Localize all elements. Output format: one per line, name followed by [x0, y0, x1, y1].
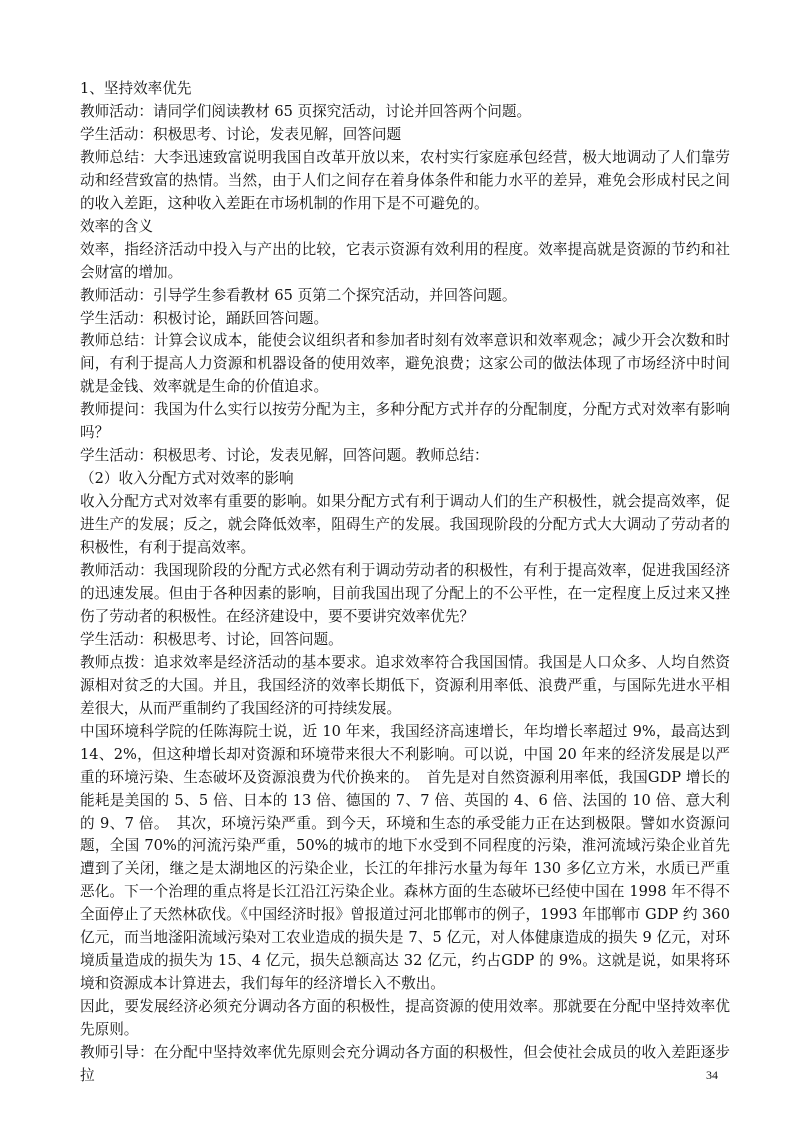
- student-activity: 学生活动：积极思考、讨论，回答问题。: [80, 630, 343, 648]
- conclusion-paragraph: 因此，要发展经济必须充分调动各方面的积极性，提高资源的使用效率。那就要在分配中坚持效率优先原则。: [80, 998, 730, 1039]
- subheading-efficiency-meaning: 效率的含义: [80, 217, 153, 235]
- teacher-guidance: 教师点拨：追求效率是经济活动的基本要求。追求效率符合我国国情。我国是人口众多、人均自然资源相对贫乏的大国。并且，我国经济的效率长期低下，资源利用率低、浪费严重，与国际先进水平相差很大，从而严重制约了我国经济的可持续发展。: [80, 653, 730, 717]
- environment-case-paragraph: 中国环境科学院的任陈海院士说，近 10 年来，我国经济高速增长，年均增长率超过 9%，最高达到 14、2%，但这种增长却对资源和环境带来很大不利影响。可以说，中国 20 年来的经济发展是以严重的环境污染、生态破坏及资源浪费为代价换来的。 首先是对自然资源利用率低，我国GDP 增长的能耗是美国的 5、5 倍、日本的 13 倍、德国的 7、7 倍、英国的 4、6 倍、法国的 10 倍、意大利的 9、7 倍。 其次，环境污染严重。到今天，环境和生态的承受能力正在达到极限。譬如水资源问题，全国 70%的河流污染严重，50%的城市的地下水受到不同程度的污染，淮河流域污染企业首先遭到了关闭，继之是太湖地区的污染企业，长江的年排污水量为每年 130 多亿立方米，水质已严重恶化。下一个治理的重点将是长江沿江污染企业。森林方面的生态破坏已经使中国在 1998 年不得不全面停止了天然林砍伐。《中国经济时报》曾报道过河北邯郸市的例子，1993 年邯郸市 GDP 约 360 亿元，而当地滏阳流域污染对工农业造成的损失是 7、5 亿元，对人体健康造成的损失 9 亿元，对环境质量造成的损失为 15、4 亿元，损失总额高达 32 亿元，约占GDP 的 9%。这就是说，如果将环境和资源成本计算进去，我们每年的经济增长入不敷出。: [80, 722, 730, 993]
- student-activity: 学生活动：积极讨论，踊跃回答问题。: [80, 309, 329, 327]
- teacher-summary: 教师总结：大李迅速致富说明我国自改革开放以来，农村实行家庭承包经营，极大地调动了人们靠劳动和经营致富的热情。当然，由于人们之间存在着身体条件和能力水平的差异，难免会形成村民之间的收入差距，这种收入差距在市场机制的作用下是不可避免的。: [80, 148, 730, 212]
- teacher-guidance: 教师引导：在分配中坚持效率优先原则会充分调动各方面的积极性，但会使社会成员的收入差距逐步拉: [80, 1044, 730, 1084]
- teacher-activity: 教师活动：我国现阶段的分配方式必然有利于调动劳动者的积极性，有利于提高效率，促进我国经济的迅速发展。但由于各种因素的影响，目前我国出现了分配上的不公平性，在一定程度上反过来又挫伤了劳动者的积极性。在经济建设中，要不要讲究效率优先？: [80, 562, 730, 625]
- document-body: [80, 78, 730, 1088]
- student-activity: 学生活动：积极思考、讨论，发表见解，回答问题: [80, 125, 402, 143]
- teacher-question: 教师提问：我国为什么实行以按劳分配为主，多种分配方式并存的分配制度，分配方式对效率有影响吗？: [80, 401, 730, 442]
- teacher-activity: 教师活动：请同学们阅读教材 65 页探究活动，讨论并回答两个问题。: [80, 102, 532, 120]
- section-heading: 1、坚持效率优先: [80, 80, 192, 97]
- efficiency-definition: 效率，指经济活动中投入与产出的比较，它表示资源有效利用的程度。效率提高就是资源的节约和社会财富的增加。: [80, 240, 730, 281]
- subheading-distribution-efficiency: （2）收入分配方式对效率的影响: [80, 470, 294, 488]
- page-number: 34: [706, 1068, 718, 1082]
- student-activity: 学生活动：积极思考、讨论，发表见解，回答问题。教师总结：: [80, 447, 489, 465]
- teacher-summary: 教师总结：计算会议成本，能使会议组织者和参加者时刻有效率意识和效率观念；减少开会次数和时间，有利于提高人力资源和机器设备的使用效率，避免浪费；这家公司的做法体现了市场经济中时间就是金钱、效率就是生命的价值追求。: [80, 332, 730, 396]
- body-paragraph: 收入分配方式对效率有重要的影响。如果分配方式有利于调动人们的生产积极性，就会提高效率，促进生产的发展；反之，就会降低效率，阻碍生产的发展。我国现阶段的分配方式大大调动了劳动者的积极性，有利于提高效率。: [80, 493, 730, 557]
- teacher-activity: 教师活动：引导学生参看教材 65 页第二个探究活动，并回答问题。: [80, 286, 517, 304]
